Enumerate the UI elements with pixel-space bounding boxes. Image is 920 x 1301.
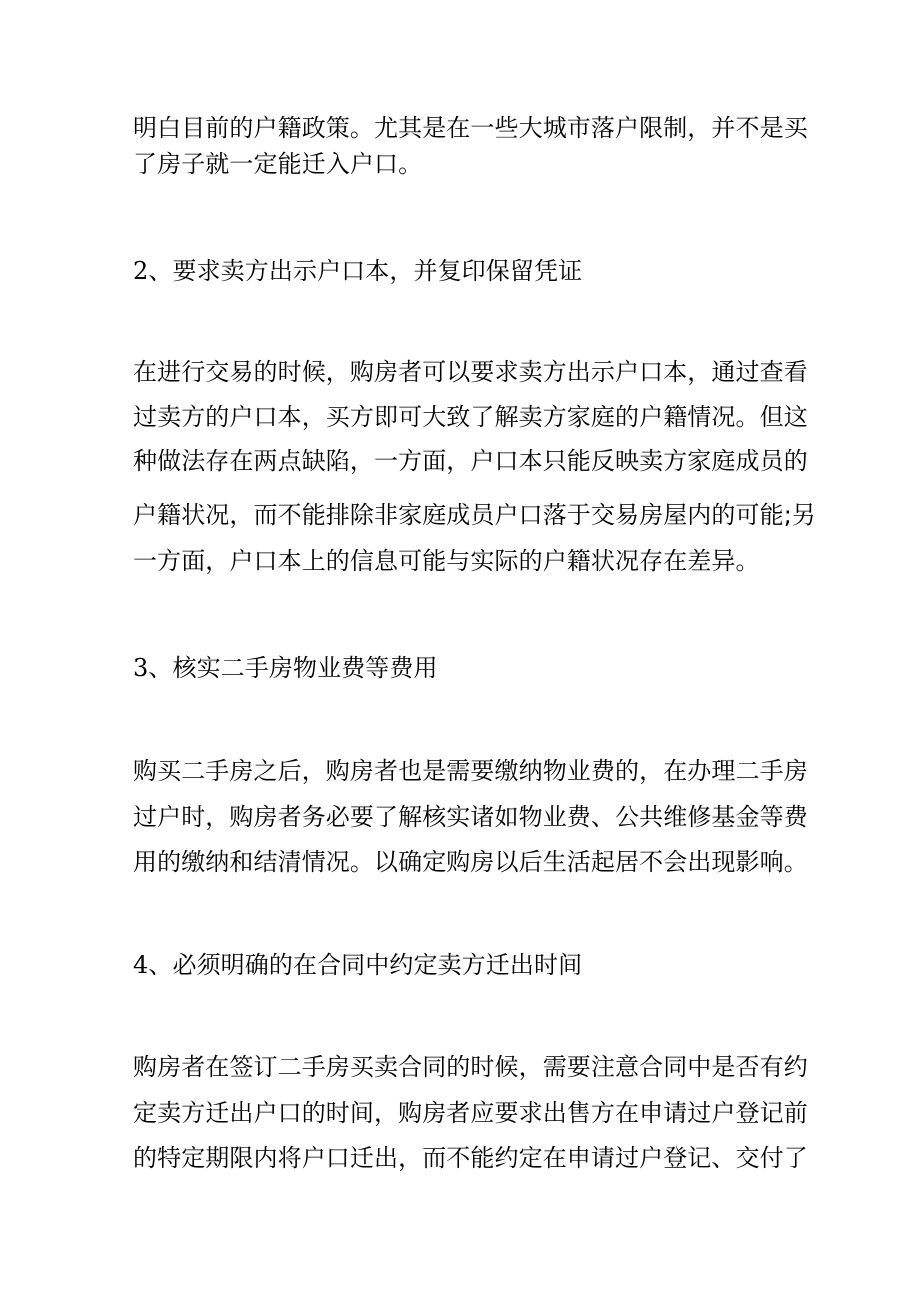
paragraph-line: 明白目前的户籍政策。尤其是在一些大城市落户限制，并不是买 [133, 114, 808, 142]
paragraph-line: 的特定期限内将户口迁出，而不能约定在申请过户登记、交付了 [133, 1144, 808, 1172]
paragraph-line: 一方面，户口本上的信息可能与实际的户籍状况存在差异。 [133, 547, 760, 575]
paragraph-line: 过户时，购房者务必要了解核实诸如物业费、公共维修基金等费 [133, 803, 808, 831]
section-heading: 4、必须明确的在合同中约定卖方迁出时间 [133, 951, 583, 979]
paragraph-line: 了房子就一定能迁入户口。 [133, 150, 423, 178]
section-heading: 2、要求卖方出示户口本，并复印保留凭证 [133, 257, 583, 285]
paragraph-line: 过卖方的户口本，买方即可大致了解卖方家庭的户籍情况。但这 [133, 403, 808, 431]
paragraph-line: 户籍状况，而不能排除非家庭成员户口落于交易房屋内的可能;另 [133, 501, 816, 529]
section-heading: 3、核实二手房物业费等费用 [133, 654, 438, 682]
paragraph-line: 定卖方迁出户口的时间，购房者应要求出售方在申请过户登记前 [133, 1099, 808, 1127]
paragraph-line: 购房者在签订二手房买卖合同的时候，需要注意合同中是否有约 [133, 1053, 808, 1081]
paragraph-line: 种做法存在两点缺陷，一方面，户口本只能反映卖方家庭成员的 [133, 447, 808, 475]
paragraph-line: 用的缴纳和结清情况。以确定购房以后生活起居不会出现影响。 [133, 848, 808, 876]
paragraph-line: 在进行交易的时候，购房者可以要求卖方出示户口本，通过查看 [133, 358, 808, 386]
paragraph-line: 购买二手房之后，购房者也是需要缴纳物业费的，在办理二手房 [133, 757, 808, 785]
